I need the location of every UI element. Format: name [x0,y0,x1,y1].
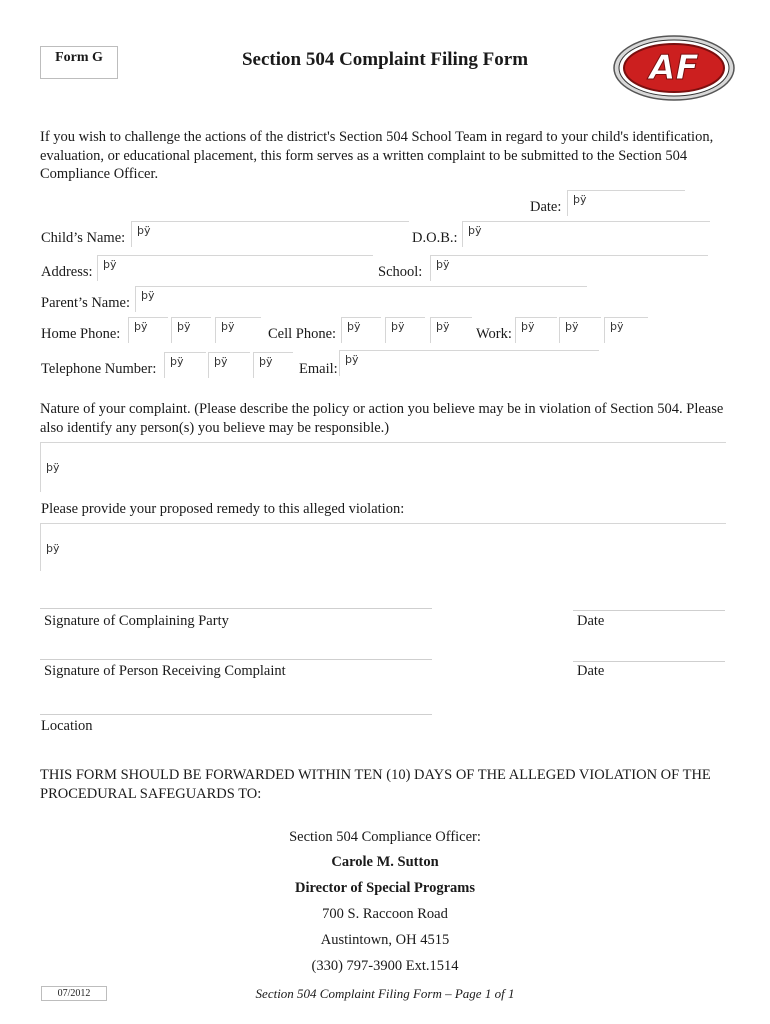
contact-title: Director of Special Programs [295,880,475,896]
telephone-line-field[interactable]: þÿ [253,352,293,378]
district-logo [612,34,736,102]
receiver-signature-label: Signature of Person Receiving Complaint [44,663,286,679]
form-label: Form G [55,50,103,65]
date-label: Date: [530,199,562,215]
work-phone-label: Work: [476,326,512,342]
forwarding-notice: THIS FORM SHOULD BE FORWARDED WITHIN TEN (10) DAYS OF THE ALLEGED VIOLATION OF THE PROCEDURAL SAFEGUARDS TO: [40,767,711,802]
work-phone-line-field[interactable]: þÿ [604,317,648,343]
school-field[interactable]: þÿ [430,255,708,281]
nature-of-complaint-field[interactable]: þÿ [40,442,726,492]
address-label: Address: [41,264,93,280]
remedy-field[interactable]: þÿ [40,523,726,571]
email-label: Email: [299,361,338,377]
svg-text:AF: AF [649,48,699,88]
nature-of-complaint-label: Nature of your complaint. (Please describe the policy or action you believe may be in violation of Section 504. Please also identify any person(s) you believe may be responsible.) [40,401,724,436]
child-name-field[interactable]: þÿ [131,221,409,247]
home-phone-label: Home Phone: [41,326,121,342]
intro-paragraph: If you wish to challenge the actions of the district's Section 504 School Team in regard to your child's identification, evaluation, or educational placement, this form serves as a written complaint to be submitted to the Section 504 Compliance Officer. [40,129,714,182]
telephone-area-field[interactable]: þÿ [164,352,206,378]
parent-name-field[interactable]: þÿ [135,286,587,312]
page-title: Section 504 Complaint Filing Form [241,49,529,70]
contact-phone: (330) 797-3900 Ext.1514 [311,958,459,974]
cell-phone-prefix-field[interactable]: þÿ [385,317,425,343]
cell-phone-area-field[interactable]: þÿ [341,317,381,343]
home-phone-prefix-field[interactable]: þÿ [171,317,211,343]
contact-heading: Section 504 Compliance Officer: [289,829,481,845]
address-field[interactable]: þÿ [97,255,373,281]
date-field[interactable]: þÿ [567,190,685,216]
contact-city: Austintown, OH 4515 [320,932,450,948]
email-field[interactable]: þÿ [339,350,599,376]
complainant-date-line[interactable] [573,610,725,611]
telephone-label: Telephone Number: [41,361,157,377]
complainant-signature-line[interactable] [40,608,432,609]
cell-phone-line-field[interactable]: þÿ [430,317,472,343]
school-label: School: [378,264,423,280]
work-phone-prefix-field[interactable]: þÿ [559,317,601,343]
work-phone-area-field[interactable]: þÿ [515,317,557,343]
telephone-prefix-field[interactable]: þÿ [208,352,250,378]
revision-date: 07/2012 [41,986,107,1001]
home-phone-line-field[interactable]: þÿ [215,317,261,343]
complainant-date-label: Date [577,613,605,629]
contact-name: Carole M. Sutton [331,854,439,870]
page-footer: Section 504 Complaint Filing Form – Page 1 of 1 [255,986,515,1001]
dob-label: D.O.B.: [412,230,458,246]
remedy-label: Please provide your proposed remedy to this alleged violation: [41,501,405,517]
home-phone-area-field[interactable]: þÿ [128,317,168,343]
parent-name-label: Parent’s Name: [41,295,130,311]
contact-street: 700 S. Raccoon Road [322,906,448,922]
child-name-label: Child’s Name: [41,230,126,246]
receiver-date-label: Date [577,663,605,679]
cell-phone-label: Cell Phone: [268,326,337,342]
complainant-signature-label: Signature of Complaining Party [44,613,229,629]
dob-field[interactable]: þÿ [462,221,710,247]
receiver-signature-line[interactable] [40,659,432,660]
location-label: Location [41,718,93,734]
location-line[interactable] [40,714,432,715]
